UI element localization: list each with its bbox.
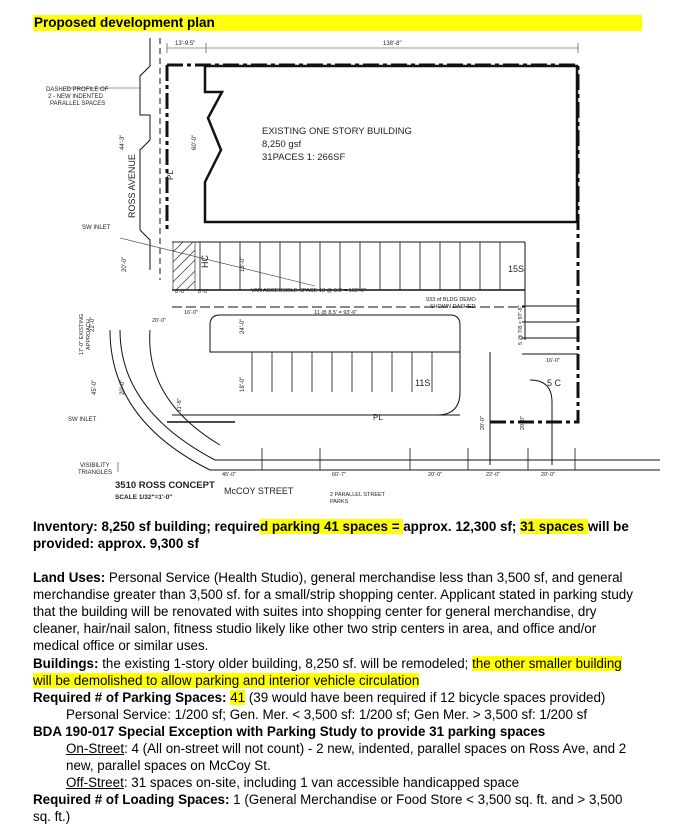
dim-18-a: 18'-0": [240, 256, 246, 272]
bottom-dim-3: 20'-0": [428, 472, 443, 478]
count-15: 15S: [508, 264, 525, 274]
buildings-paragraph: Buildings: the existing 1-story older building, 8,250 sf. will be remodeled; the other smaller building will be demolished to allow parking and interior vehicle circulation: [33, 656, 622, 688]
dim-20-c: 20'-0": [120, 379, 126, 395]
row-11: 11 @ 8.5' = 93'-6": [314, 310, 358, 316]
dim-8-b: 8'-0": [198, 289, 209, 295]
visibility-2: TRIANGLES: [78, 470, 113, 476]
scale-label: SCALE 1/32"=1'-0": [115, 494, 173, 501]
dim-16-b: 16'-0": [546, 358, 561, 364]
building-line-1: EXISTING ONE STORY BUILDING: [262, 126, 412, 137]
count-11: 11S: [415, 378, 431, 388]
dim-ross-left: 44'-3": [120, 134, 126, 150]
required-parking-detail: Personal Service: 1/200 sf; Gen. Mer. < 3,500 sf: 1/200 sf; Gen Mer. > 3,500 sf: 1/200 sf: [66, 707, 588, 722]
dim-11-8: 11'-8": [177, 398, 183, 412]
dim-20-d: 20'-0": [480, 415, 486, 430]
dim-20-e: 20'-0": [520, 415, 526, 430]
note-dashed-1: DASHED PROFILE OF: [46, 87, 109, 93]
site-plan-drawing: [0, 31, 680, 511]
bottom-dim-5: 20'-0": [541, 472, 556, 478]
bottom-dim-1: 45'-0": [222, 472, 237, 478]
dim-18-b: 18'-0": [240, 376, 246, 392]
dim-bldg-depth: 60'-0": [192, 134, 198, 150]
street-ross: ROSS AVENUE: [127, 154, 137, 218]
note-existing-2: APPROACH: [86, 319, 92, 350]
parallel-note-1: 2 PARALLEL STREET: [330, 492, 386, 498]
on-street-text: On-Street: 4 (All on-street will not count) - 2 new, indented, parallel spaces on Ross Ave, and 2 new, parallel spaces on McCoy St.: [66, 741, 627, 773]
count-5c: 5 C: [547, 378, 562, 388]
sw-inlet-bottom: SW INLET: [68, 417, 97, 423]
inventory-paragraph: Inventory: 8,250 sf building; required parking 41 spaces = approx. 12,300 sf; 31 spaces will be provided: approx. 9,300 sf: [33, 519, 629, 551]
dim-20-b: 20'-0": [152, 318, 167, 324]
note-dashed-3: PARALLEL SPACES: [50, 101, 106, 107]
details-block: [33, 655, 643, 825]
pl-label-left: PL: [166, 170, 175, 180]
concept-title: 3510 ROSS CONCEPT: [115, 480, 215, 491]
demo-note-1: 933 of BLDG DEMO: [426, 297, 476, 303]
dim-16-a: 16'-0": [184, 310, 199, 316]
land-uses-paragraph: Land Uses: Personal Service (Health Studio), general merchandise less than 3,500 sf, and general merchandise greater than 3,500 sf. for a small/strip shopping center. Applicant stated in parking study that the building will be renovated with suites into shopping center for general merchandise, dry cleaner, hair/nail salon, fitness studio likely like other two strip centers in area, and office and/or medical office or similar uses.: [33, 570, 633, 653]
dim-top-left: 13'-9.5": [175, 41, 196, 47]
demo-note-2: SHOWN DASHED: [430, 304, 476, 310]
off-street-text: Off-Street: 31 spaces on-site, including 1 van accessible handicapped space: [66, 775, 520, 790]
van-space-note: VAN ACCESSIBLE SPACE 13 @ 8.5' = 102'-0": [251, 288, 366, 294]
note-existing-1: 17'-0" EXISTING: [79, 313, 85, 355]
dim-24: 24'-0": [240, 318, 246, 334]
parallel-note-2: PARKS: [330, 499, 349, 505]
dim-45-side: 45'-0": [92, 379, 98, 395]
dim-22: 22'-0": [90, 316, 96, 332]
required-parking: Required # of Parking Spaces: 41 (39 would have been required if 12 bicycle spaces provided): [33, 690, 606, 705]
dim-20-a: 20'-0": [122, 256, 128, 272]
building-line-3: 31PACES 1: 266SF: [262, 152, 346, 163]
note-dashed-2: 2 - NEW INDENTED: [48, 94, 104, 100]
hc-label: HC: [200, 255, 210, 268]
building-line-2: 8,250 gsf: [262, 139, 302, 150]
bda-title: BDA 190-017 Special Exception with Parking Study to provide 31 parking spaces: [33, 724, 546, 739]
section-header: Proposed development plan: [33, 15, 642, 31]
bottom-dim-2: 60'-7": [332, 472, 347, 478]
dim-8-a: 8'-0": [175, 289, 186, 295]
bottom-dim-4: 22'-0": [486, 472, 501, 478]
dim-5at: 5 @ 7/8 = 97'-6": [518, 305, 524, 345]
loading-spaces: Required # of Loading Spaces: 1 (General Merchandise or Food Store < 3,500 sq. ft. and > 3,500 sq. ft.): [33, 792, 623, 824]
visibility-1: VISIBILITY: [80, 463, 110, 469]
street-mccoy: McCOY STREET: [224, 486, 294, 496]
sw-inlet-top: SW INLET: [82, 225, 111, 231]
dim-top-right: 138'-8": [383, 41, 402, 47]
pl-label-bottom: PL: [373, 413, 383, 422]
